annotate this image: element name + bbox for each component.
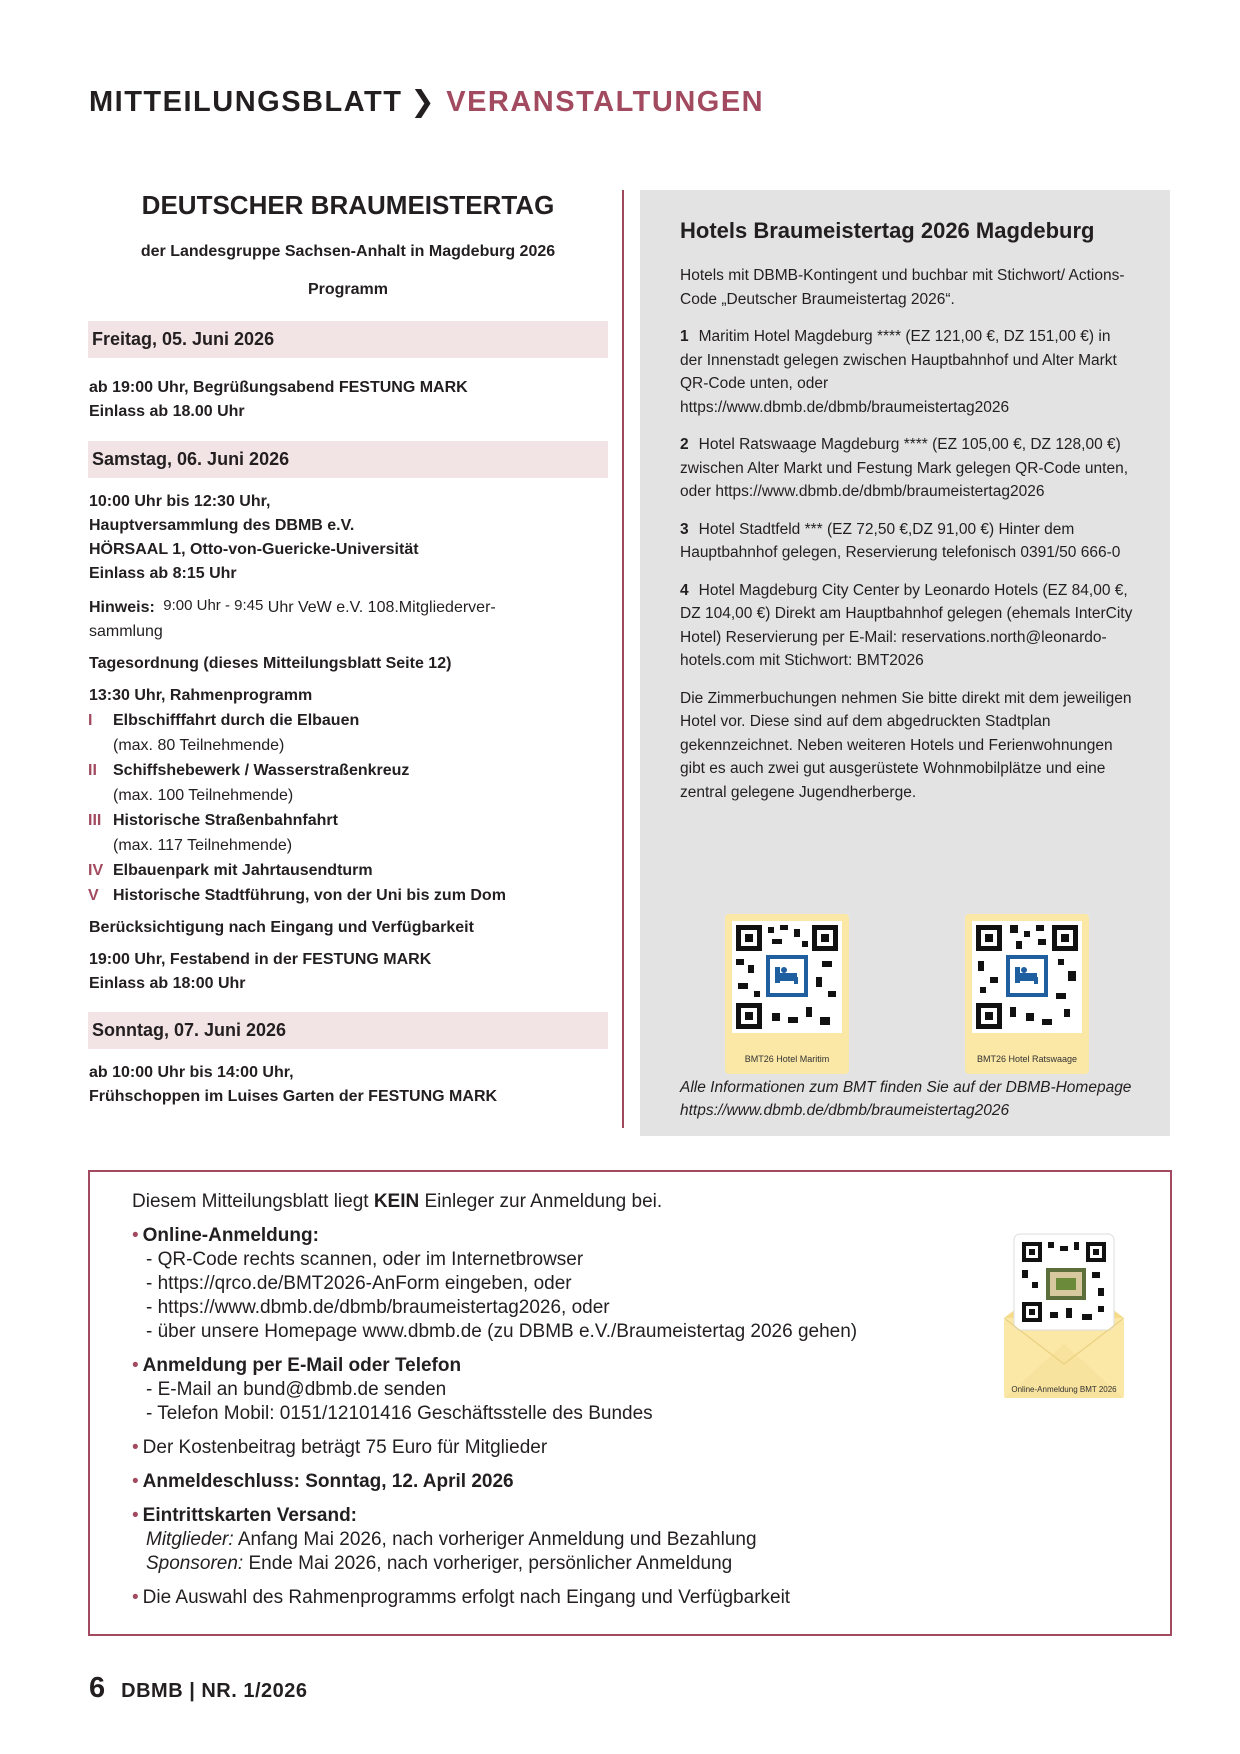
event-name: Schiffshebewerk / Wasserstraßenkreuz	[113, 762, 410, 779]
event-number: III	[88, 812, 102, 829]
event-name: Elbauenpark mit Jahrtausendturm	[113, 862, 373, 879]
hotel-number: 3	[680, 520, 689, 538]
hotels-title: Hotels Braumeistertag 2026 Magdeburg	[680, 218, 1095, 243]
agenda-note: Tagesordnung (dieses Mitteilungsblatt Seite 12)	[89, 655, 452, 672]
event-item	[88, 708, 608, 758]
hint	[88, 596, 608, 644]
friday-details	[88, 376, 608, 424]
chevron-right-icon: ❯	[410, 86, 437, 118]
header-category: VERANSTALTUNGEN	[446, 86, 765, 118]
day-header-saturday: Samstag, 06. Juni 2026	[88, 441, 608, 478]
qr-card-ratswaage[interactable]	[965, 914, 1089, 1074]
sunday-line: Frühschoppen im Luises Garten der FESTUNG MARK	[89, 1088, 498, 1105]
fee-item	[132, 1436, 952, 1460]
page-number: 6	[89, 1672, 106, 1704]
event-item	[88, 808, 608, 858]
program-label: Programm	[307, 281, 389, 298]
tickets-members	[132, 1528, 952, 1552]
intro-emphasis: KEIN	[373, 1191, 420, 1212]
intro-text: Diesem Mitteilungsblatt liegt	[132, 1191, 374, 1212]
evening-line: Einlass ab 18:00 Uhr	[89, 975, 246, 992]
bullet-icon: •	[132, 1225, 139, 1246]
hint-text: Uhr VeW e.V. 108.Mitgliederver-	[267, 599, 496, 616]
hotel-item	[680, 579, 1134, 673]
evening-line: 19:00 Uhr, Festabend in der FESTUNG MARK	[89, 951, 432, 968]
tickets-sponsors	[132, 1552, 952, 1576]
hotel-item	[680, 518, 1134, 565]
tickets-item	[132, 1504, 952, 1576]
hotel-text: Hotel Stadtfeld *** (EZ 72,50 €,DZ 91,00 €) Hinter dem Hauptbahnhof gelegen, Reservierung telefonisch 0391/50 666-0	[680, 520, 1121, 561]
deadline-text: Anmeldeschluss: Sonntag, 12. April 2026	[142, 1471, 514, 1492]
bullet-icon: •	[132, 1471, 139, 1492]
day-header-sunday: Sonntag, 07. Juni 2026	[88, 1012, 608, 1049]
online-line: - über unsere Homepage www.dbmb.de (zu DBMB e.V./Braumeistertag 2026 gehen)	[146, 1321, 858, 1342]
program-title: DEUTSCHER BRAUMEISTERTAG	[141, 190, 555, 220]
publication-info: DBMB | NR. 1/2026	[121, 1680, 308, 1702]
hotel-text: Hotel Ratswaage Magdeburg **** (EZ 105,00 €, DZ 128,00 €) zwischen Alter Markt und Festung Mark gelegen QR-Code unten, oder https://www.dbmb.de/dbmb/braumeistertag2026	[680, 436, 1129, 500]
registration-box	[88, 1170, 1172, 1636]
mail-line: - Telefon Mobil: 0151/12101416 Geschäftsstelle des Bundes	[146, 1403, 653, 1424]
hint-label: Hinweis:	[89, 599, 155, 616]
program-subtitle: der Landesgruppe Sachsen-Anhalt in Magdeburg 2026	[140, 243, 556, 260]
event-note: (max. 117 Teilnehmende)	[113, 837, 293, 854]
event-name: Elbschifffahrt durch die Elbauen	[113, 712, 360, 729]
saturday-details	[88, 490, 608, 586]
tickets-title: Eintrittskarten Versand:	[142, 1505, 357, 1526]
qr-code-icon	[972, 921, 1082, 1033]
saturday-line: HÖRSAAL 1, Otto-von-Guericke-Universität	[89, 541, 419, 558]
hotels-intro: Hotels mit DBMB-Kontingent und buchbar mit Stichwort/ Actions-Code „Deutscher Braumeistertag 2026“.	[680, 267, 1125, 308]
hotel-number: 2	[680, 436, 689, 453]
saturday-line: Hauptversammlung des DBMB e.V.	[89, 517, 355, 534]
hotel-item	[680, 325, 1134, 419]
qr-caption-maritim: BMT26 Hotel Maritim	[744, 1054, 830, 1064]
hotels-footer-note: Alle Informationen zum BMT finden Sie auf der DBMB-Homepage https://www.dbmb.de/dbmb/braumeistertag2026	[680, 1079, 1132, 1119]
event-item	[88, 858, 608, 883]
registration-content	[132, 1190, 952, 1620]
saturday-line: Einlass ab 8:15 Uhr	[89, 565, 237, 582]
header-section: MITTEILUNGSBLATT	[89, 86, 403, 118]
envelope-icon	[1002, 1232, 1126, 1400]
hotel-text: Hotel Magdeburg City Center by Leonardo Hotels (EZ 84,00 €, DZ 104,00 €) Direkt am Hauptbahnhof gelegen (ehemals InterCity Hotel) Reservierung per E-Mail: reservations.north@leonardo-hotels.com mit Stichwort: BMT2026	[680, 581, 1133, 669]
registration-intro	[132, 1190, 952, 1214]
bullet-icon: •	[132, 1355, 139, 1376]
saturday-line: 10:00 Uhr bis 12:30 Uhr,	[89, 493, 271, 510]
hotel-text: Maritim Hotel Magdeburg **** (EZ 121,00 €, DZ 151,00 €) in der Innenstadt gelegen zwischen Hauptbahnhof und Alter Markt QR-Code unten, oder https://www.dbmb.de/dbmb/braumeistertag2026	[680, 328, 1117, 416]
bullet-icon: •	[132, 1505, 139, 1526]
mail-line: - E-Mail an bund@dbmb.de senden	[146, 1379, 447, 1400]
event-name: Historische Straßenbahnfahrt	[113, 812, 338, 829]
sponsors-text: Ende Mai 2026, nach vorheriger, persönlicher Anmeldung	[243, 1553, 733, 1574]
friday-line: Einlass ab 18.00 Uhr	[89, 403, 245, 420]
sunday-details	[88, 1061, 608, 1109]
event-item	[88, 883, 608, 908]
event-note: (max. 100 Teilnehmende)	[113, 787, 294, 804]
event-number: II	[88, 762, 97, 779]
event-number: V	[88, 887, 99, 904]
qr-code-icon	[732, 921, 842, 1033]
online-registration	[132, 1224, 952, 1344]
hotels-panel	[640, 190, 1170, 1136]
booking-note: Die Zimmerbuchungen nehmen Sie bitte direkt mit dem jeweiligen Hotel vor. Diese sind auf dem abgedruckten Stadtplan gekennzeichnet. Neben weiteren Hotels und Ferienwohnungen gibt es auch zwei gut ausgerüstete Wohnmobilplätze und eine zentral gelegene Jugendherberge.	[680, 689, 1132, 801]
sunday-line: ab 10:00 Uhr bis 14:00 Uhr,	[89, 1064, 294, 1081]
members-label: Mitglieder:	[146, 1529, 234, 1550]
bullet-icon: •	[132, 1587, 139, 1608]
consideration-note: Berücksichtigung nach Eingang und Verfügbarkeit	[89, 919, 474, 936]
mail-registration	[132, 1354, 952, 1426]
event-list	[88, 708, 608, 908]
envelope-caption: Online-Anmeldung BMT 2026	[1011, 1385, 1117, 1394]
hotel-item	[680, 433, 1134, 504]
deadline-item	[132, 1470, 952, 1494]
page-header	[89, 84, 764, 119]
event-number: IV	[88, 862, 104, 879]
evening-details	[88, 948, 608, 996]
online-line: - QR-Code rechts scannen, oder im Internetbrowser	[146, 1249, 584, 1270]
friday-line: ab 19:00 Uhr, Begrüßungsabend FESTUNG MARK	[89, 379, 468, 396]
selection-item	[132, 1586, 952, 1610]
sponsors-label: Sponsoren:	[146, 1553, 244, 1574]
event-note: (max. 80 Teilnehmende)	[113, 737, 285, 754]
program-column	[88, 190, 608, 1109]
selection-text: Die Auswahl des Rahmenprogramms erfolgt nach Eingang und Verfügbarkeit	[142, 1587, 791, 1608]
members-text: Anfang Mai 2026, nach vorheriger Anmeldung und Bezahlung	[233, 1529, 757, 1550]
online-title: Online-Anmeldung:	[142, 1225, 319, 1246]
online-line: - https://qrco.de/BMT2026-AnForm eingeben, oder	[146, 1273, 572, 1294]
hotel-number: 1	[680, 328, 689, 345]
column-divider	[622, 190, 624, 1128]
bullet-icon: •	[132, 1437, 139, 1458]
qr-card-maritim[interactable]	[725, 914, 849, 1074]
hotel-number: 4	[680, 581, 689, 599]
registration-qr-envelope[interactable]	[1002, 1232, 1126, 1400]
frame-program: 13:30 Uhr, Rahmenprogramm	[89, 687, 313, 704]
hint-time: 9:00 Uhr - 9:45	[163, 597, 264, 614]
event-name: Historische Stadtführung, von der Uni bis zum Dom	[113, 887, 506, 904]
day-header-friday: Freitag, 05. Juni 2026	[88, 321, 608, 358]
hint-text-cont: sammlung	[89, 623, 163, 640]
event-item	[88, 758, 608, 808]
online-line: - https://www.dbmb.de/dbmb/braumeistertag2026, oder	[146, 1297, 610, 1318]
mail-title: Anmeldung per E-Mail oder Telefon	[142, 1355, 462, 1376]
qr-caption-ratswaage: BMT26 Hotel Ratswaage	[976, 1054, 1078, 1064]
fee-text: Der Kostenbeitrag beträgt 75 Euro für Mitglieder	[142, 1437, 548, 1458]
page-footer	[89, 1672, 308, 1705]
intro-text: Einleger zur Anmeldung bei.	[419, 1191, 663, 1212]
qr-code-ratswaage[interactable]	[972, 921, 1082, 1033]
qr-code-maritim[interactable]	[732, 921, 842, 1033]
event-number: I	[88, 712, 93, 729]
